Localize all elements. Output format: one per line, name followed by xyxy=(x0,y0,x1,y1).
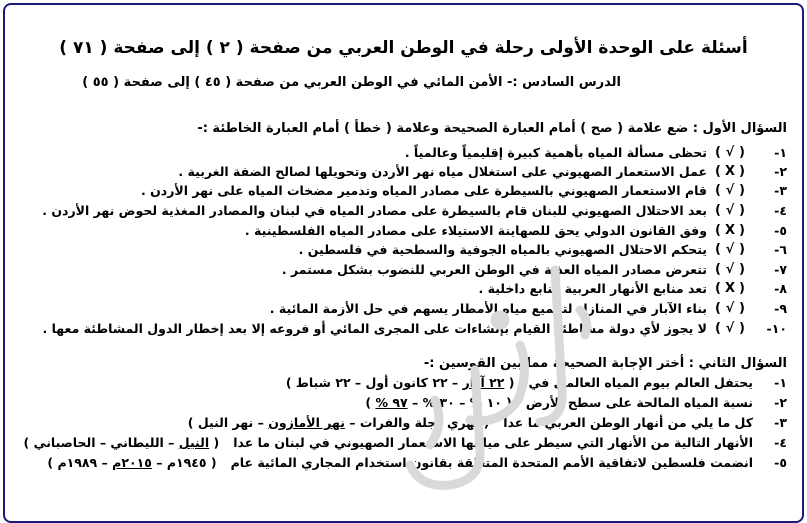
q1-item-statement: تحظى مسألة المياه بأهمية كبيرة إقليمياً وعالمياً . xyxy=(404,144,707,160)
check-mark-icon: √ xyxy=(725,241,735,257)
q1-item-statement: تتعرض مصادر المياه العذبة في الوطن العربي للنضوب بشكل مستمر . xyxy=(281,261,707,277)
q1-item-number: ٨- xyxy=(774,280,787,296)
q2-answer-choices xyxy=(24,435,220,450)
question-1-heading: السؤال الأول : ضع علامة ( صح ) أمام العبارة الصحيحة وعلامة ( خطأ ) أمام العبارة الخاطئة :- xyxy=(197,121,787,136)
lesson-subtitle: الدرس السادس :- الأمن المائي في الوطن العربي من صفحة ( ٤٥ ) إلى صفحة ( ٥٥ ) xyxy=(82,75,621,90)
q1-item-statement: تعد منابع الأنهار العربية منابع داخلية . xyxy=(478,280,707,296)
q1-answer-box: (√) xyxy=(715,202,745,218)
q1-item-number: ٩- xyxy=(774,300,787,316)
question-2-heading: السؤال الثاني : أختر الإجابة الصحيحة مما بين القوسين :- xyxy=(423,356,787,371)
q1-item-number: ٤- xyxy=(774,202,787,218)
x-mark-icon: X xyxy=(724,280,736,296)
q1-item xyxy=(479,278,787,298)
q1-item-number: ٧- xyxy=(774,261,787,277)
q1-item xyxy=(282,259,787,279)
q2-correct-choice: النيل xyxy=(178,435,210,450)
q2-item-number: ٣- xyxy=(774,415,787,430)
q2-choices-before: ( ١٩٤٥م – xyxy=(151,455,217,470)
q2-choices-before: ( ١٠ % – ٣٠ % – xyxy=(407,395,512,410)
q1-answer-box: (X) xyxy=(715,163,745,179)
check-mark-icon: √ xyxy=(725,182,735,198)
check-mark-icon: √ xyxy=(725,144,735,160)
q2-answer-choices xyxy=(365,395,512,410)
q1-item-number: ٥- xyxy=(774,222,787,238)
q1-item xyxy=(405,142,787,162)
q1-answer-box: (X) xyxy=(715,222,745,238)
q2-choices-after: – الليطاني – الحاصباني ) xyxy=(23,435,179,450)
check-mark-icon: √ xyxy=(725,300,735,316)
q2-item xyxy=(24,435,787,455)
q1-item-statement: عمل الاستعمار الصهيوني على استغلال مياه نهر الأردن وتحويلها لصالح الضفة الغربية . xyxy=(178,163,707,179)
q2-correct-choice: ٩٧ % xyxy=(375,395,408,410)
q2-item-question: كل ما يلي من أنهار الوطن العربي ما عدا xyxy=(503,415,753,430)
q2-item-number: ٥- xyxy=(774,455,787,470)
q2-item-question: انضمت فلسطين لاتفاقية الأمم المتحدة المتعلقة بقانون استخدام المجاري المائية عام xyxy=(230,455,753,470)
q1-item xyxy=(141,180,787,200)
q1-item xyxy=(270,298,787,318)
q2-choices-after: ) xyxy=(365,395,376,410)
q2-item xyxy=(47,455,787,475)
check-mark-icon: √ xyxy=(725,320,735,336)
q1-item xyxy=(42,318,787,338)
q2-answer-choices xyxy=(188,415,490,430)
q1-answer-box: (√) xyxy=(715,320,745,336)
q2-correct-choice: نهر الأمازون xyxy=(268,415,345,430)
q2-item-number: ١- xyxy=(774,375,787,390)
q2-item-question: نسبة المياه المالحة على سطح الأرض xyxy=(525,395,753,410)
q2-choices-after: – نهر النيل ) xyxy=(187,415,269,430)
q1-item xyxy=(245,220,787,240)
x-mark-icon: X xyxy=(724,163,736,179)
q1-item-statement: وفق القانون الدولي يحق للصهاينة الاستيلاء على مصادر المياه الفلسطينية . xyxy=(244,222,707,238)
q2-choices-before: ( نهري دجلة والفرات – xyxy=(344,415,490,430)
q1-answer-box: (√) xyxy=(715,261,745,277)
q1-answer-box: (√) xyxy=(715,300,745,316)
q2-item-question: يحتفل العالم بيوم المياه العالمي في xyxy=(528,375,753,390)
q1-item-number: ٢- xyxy=(774,163,787,179)
q1-item-statement: بناء الآبار في المنازل لتجميع مياه الأمطار يسهم في حل الأزمة المائية . xyxy=(269,300,707,316)
q1-item xyxy=(299,239,787,259)
q1-answer-box: (√) xyxy=(715,144,745,160)
q2-answer-choices xyxy=(47,455,216,470)
q2-answer-choices xyxy=(286,375,515,390)
q2-choices-after: – ٢٢ كانون أول – ٢٢ شباط ) xyxy=(285,375,463,390)
q1-item-number: ١٠- xyxy=(766,320,787,336)
x-mark-icon: X xyxy=(724,222,736,238)
q2-choices-after: – ١٩٨٩م ) xyxy=(47,455,113,470)
q1-answer-box: (√) xyxy=(715,182,745,198)
q1-item-statement: يتحكم الاحتلال الصهيوني بالمياه الجوفية والسطحية في فلسطين . xyxy=(298,241,707,257)
q2-item xyxy=(286,375,787,395)
q2-item xyxy=(365,395,787,415)
q1-item-statement: لا يجوز لأي دولة مشاطئة القيام بإنشاءات على المجرى المائي أو فروعه إلا بعد إخطار الدول المشاطئة معها . xyxy=(42,320,707,336)
q2-choices-before: ( xyxy=(504,375,515,390)
q2-item-number: ٤- xyxy=(774,435,787,450)
q2-item xyxy=(188,415,787,435)
q1-item-number: ٦- xyxy=(774,241,787,257)
check-mark-icon: √ xyxy=(725,202,735,218)
q1-item-number: ٣- xyxy=(774,182,787,198)
check-mark-icon: √ xyxy=(725,261,735,277)
q2-correct-choice: ٢٢ آذار xyxy=(462,375,505,390)
q2-item-question: الأنهار التالية من الأنهار التي سيطر على مياهها الاستعمار الصهيوني في لبنان ما عدا xyxy=(233,435,753,450)
q2-correct-choice: ٢٠١٥م xyxy=(112,455,152,470)
q1-answer-box: (X) xyxy=(715,280,745,296)
q2-item-number: ٢- xyxy=(774,395,787,410)
q2-choices-before: ( xyxy=(209,435,220,450)
q1-item-statement: بعد الاحتلال الصهيوني للبنان قام بالسيطرة على مصادر المياه في لبنان والمصادر المغذية لحوض نهر الأردن . xyxy=(42,202,707,218)
q1-answer-box: (√) xyxy=(715,241,745,257)
q1-item xyxy=(178,161,787,181)
q1-item-statement: قام الاستعمار الصهيوني بالسيطرة على مصادر المياه وتدمير مضخات المياه على نهر الأردن . xyxy=(141,182,707,198)
q1-item-number: ١- xyxy=(774,144,787,160)
q1-item xyxy=(42,200,787,220)
page-title: أسئلة على الوحدة الأولى رحلة في الوطن العربي من صفحة ( ٢ ) إلى صفحة ( ٧١ ) xyxy=(59,38,748,58)
